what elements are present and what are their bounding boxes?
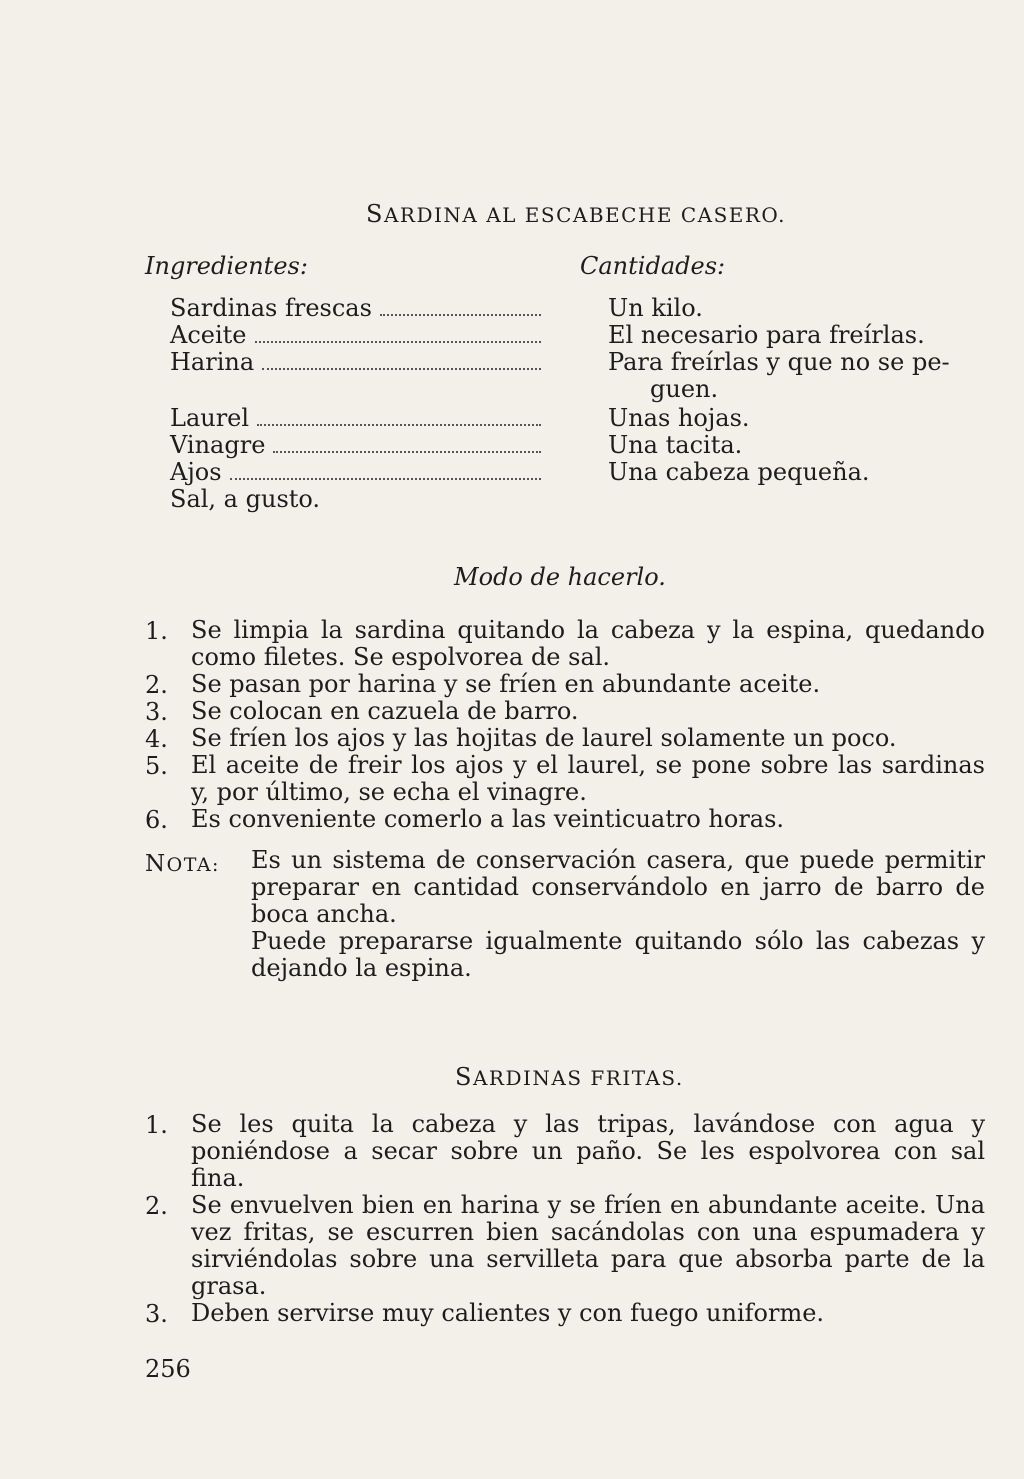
step-number: 2. <box>145 671 168 699</box>
ingredient-row <box>170 404 545 432</box>
leader-dots <box>380 313 541 316</box>
note-label-initial: N <box>145 851 167 877</box>
step-text: Es conveniente comerlo a las veinticuatro horas. <box>191 805 785 833</box>
quantity: Una cabeza pequeña. <box>608 458 870 486</box>
ingredient-name: Laurel <box>170 404 250 432</box>
method-header: Modo de hacerlo. <box>454 563 666 591</box>
ingredient-name: Harina <box>170 348 255 376</box>
recipe-title-fritas <box>455 1063 684 1091</box>
quantity: Unas hojas. <box>608 404 750 432</box>
leader-dots <box>255 340 542 343</box>
step-text: Deben servirse muy calientes y con fuego uniforme. <box>191 1299 825 1327</box>
quantity: Un kilo. <box>608 294 703 322</box>
step-number: 4. <box>145 725 168 753</box>
ingredient-name: Aceite <box>170 321 247 349</box>
step-text: Se fríen los ajos y las hojitas de laurel solamente un poco. <box>191 724 897 752</box>
step-number: 6. <box>145 806 168 834</box>
recipe-title-escabeche <box>366 200 786 228</box>
leader-dots <box>273 450 541 453</box>
salt-line: Sal, a gusto. <box>170 485 321 513</box>
step-number: 2. <box>145 1192 168 1220</box>
ingredient-row <box>170 431 545 459</box>
page-number: 256 <box>145 1355 191 1383</box>
note-text <box>251 847 985 982</box>
title-initial: S <box>455 1063 473 1091</box>
note-label-rest: OTA: <box>166 854 220 876</box>
quantity-continuation: guen. <box>650 375 719 403</box>
step-text: Se les quita la cabeza y las tripas, lavándose con agua y poniéndose a secar sobre un paño. Se les espolvorea con sal fina. <box>191 1110 985 1192</box>
step-text: Se colocan en cazuela de barro. <box>191 697 579 725</box>
title-initial: S <box>366 200 384 228</box>
ingredient-name: Sardinas frescas <box>170 294 372 322</box>
leader-dots <box>257 423 541 426</box>
step-number: 1. <box>145 617 168 645</box>
note-label <box>145 851 220 877</box>
quantity: Para freírlas y que no se pe- <box>608 348 950 376</box>
ingredient-row <box>170 458 545 486</box>
title-rest: ARDINAS FRITAS. <box>472 1066 684 1090</box>
ingredient-row <box>170 294 545 322</box>
step-text: Se envuelven bien en harina y se fríen en abundante aceite. Una vez fritas, se escurren bien sacándolas con una espumadera y sirviéndolas sobre una servilleta para que absorba parte de la grasa. <box>191 1191 985 1300</box>
quantity: El necesario para freírlas. <box>608 321 925 349</box>
quantities-header: Cantidades: <box>580 252 726 280</box>
step-text: Se limpia la sardina quitando la cabeza y la espina, quedando como filetes. Se espolvorea de sal. <box>191 616 985 671</box>
leader-dots <box>230 477 541 480</box>
note-paragraph: Puede prepararse igualmente quitando sólo las cabezas y dejando la espina. <box>251 927 985 982</box>
step-number: 3. <box>145 1300 168 1328</box>
ingredient-name: Ajos <box>170 458 222 486</box>
step-text: El aceite de freir los ajos y el laurel, se pone sobre las sardinas y, por último, se echa el vinagre. <box>191 751 985 806</box>
quantity: Una tacita. <box>608 431 743 459</box>
note-paragraph: Es un sistema de conservación casera, que puede permitir preparar en cantidad conservándolo en jarro de barro de boca ancha. <box>251 846 985 928</box>
ingredient-row <box>170 348 545 376</box>
ingredients-header: Ingredientes: <box>145 252 308 280</box>
ingredient-name: Vinagre <box>170 431 266 459</box>
step-number: 3. <box>145 698 168 726</box>
title-rest: ARDINA AL ESCABECHE CASERO. <box>383 203 787 227</box>
step-number: 5. <box>145 752 168 780</box>
step-text: Se pasan por harina y se fríen en abundante aceite. <box>191 670 821 698</box>
step-number: 1. <box>145 1111 168 1139</box>
ingredient-row <box>170 321 545 349</box>
leader-dots <box>262 367 541 370</box>
